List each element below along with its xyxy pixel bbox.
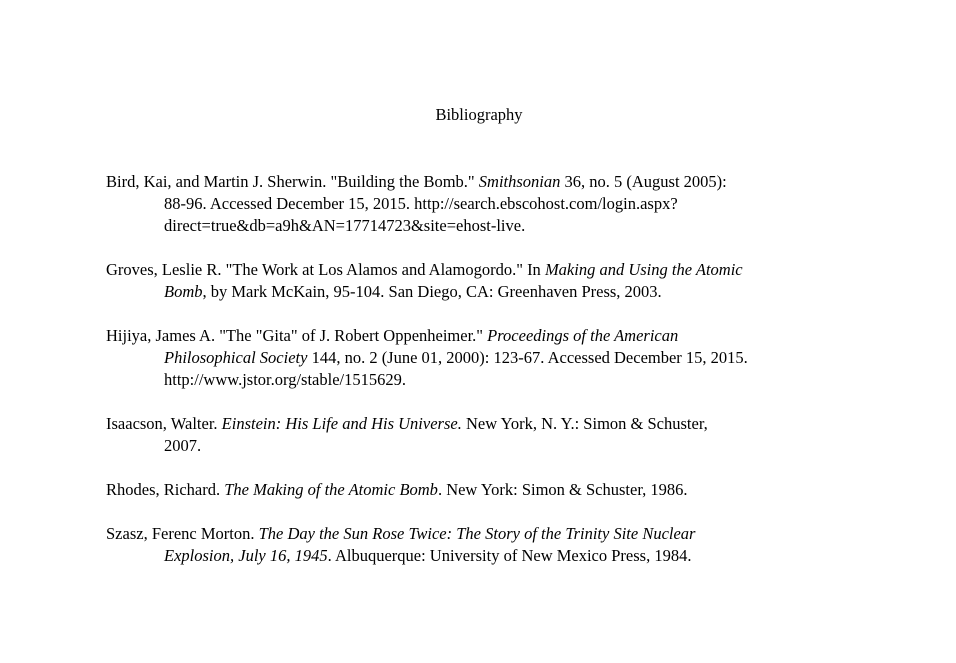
entry-line <box>106 325 866 347</box>
bibliography-list <box>106 171 866 589</box>
entry-line <box>164 347 866 369</box>
entry-title-italic: Philosophical Society <box>164 348 308 367</box>
entry-line <box>164 369 866 391</box>
entry-text: direct=true&db=a9h&AN=17714723&site=ehost-live. <box>164 216 526 235</box>
bibliography-entry <box>106 413 866 457</box>
entry-text: http://www.jstor.org/stable/1515629. <box>164 370 406 389</box>
entry-text: . Albuquerque: University of New Mexico Press, 1984. <box>327 546 692 565</box>
entry-title-italic: Proceedings of the American <box>487 326 679 345</box>
bibliography-entry <box>106 259 866 303</box>
bibliography-entry <box>106 523 866 567</box>
entry-line <box>164 193 866 215</box>
entry-text: Bird, Kai, and Martin J. Sherwin. "Building the Bomb." <box>106 172 479 191</box>
entry-text: 36, no. 5 (August 2005): <box>560 172 727 191</box>
entry-text: 2007. <box>164 436 202 455</box>
entry-text: Isaacson, Walter. <box>106 414 222 433</box>
entry-text: Hijiya, James A. "The "Gita" of J. Robert Oppenheimer." <box>106 326 488 345</box>
entry-text: 144, no. 2 (June 01, 2000): 123-67. Accessed December 15, 2015. <box>307 348 748 367</box>
entry-line <box>164 215 866 237</box>
bibliography-entry <box>106 325 866 391</box>
entry-line <box>164 435 866 457</box>
entry-text: 88-96. Accessed December 15, 2015. http://search.ebscohost.com/login.aspx? <box>164 194 678 213</box>
entry-text: Szasz, Ferenc Morton. <box>106 524 259 543</box>
entry-title-italic: Bomb <box>164 282 203 301</box>
bibliography-entry <box>106 479 866 501</box>
entry-line <box>106 523 866 545</box>
entry-text: Rhodes, Richard. <box>106 480 225 499</box>
entry-line <box>164 545 866 567</box>
entry-line <box>164 281 866 303</box>
entry-title-italic: The Day the Sun Rose Twice: The Story of the Trinity Site Nuclear <box>258 524 696 543</box>
entry-line <box>106 413 866 435</box>
entry-title-italic: The Making of the Atomic Bomb <box>224 480 438 499</box>
entry-text: Groves, Leslie R. "The Work at Los Alamos and Alamogordo." In <box>106 260 545 279</box>
page-title: Bibliography <box>435 105 523 124</box>
entry-title-italic: Smithsonian <box>478 172 561 191</box>
entry-text: New York, N. Y.: Simon & Schuster, <box>461 414 708 433</box>
entry-line <box>106 171 866 193</box>
entry-title-italic: Einstein: His Life and His Universe. <box>221 414 462 433</box>
entry-line <box>106 259 866 281</box>
entry-title-italic: Explosion, July 16, 1945 <box>164 546 328 565</box>
entry-line <box>106 479 866 501</box>
entry-text: , by Mark McKain, 95-104. San Diego, CA: Greenhaven Press, 2003. <box>202 282 662 301</box>
bibliography-entry <box>106 171 866 237</box>
entry-text: . New York: Simon & Schuster, 1986. <box>437 480 688 499</box>
entry-title-italic: Making and Using the Atomic <box>544 260 743 279</box>
